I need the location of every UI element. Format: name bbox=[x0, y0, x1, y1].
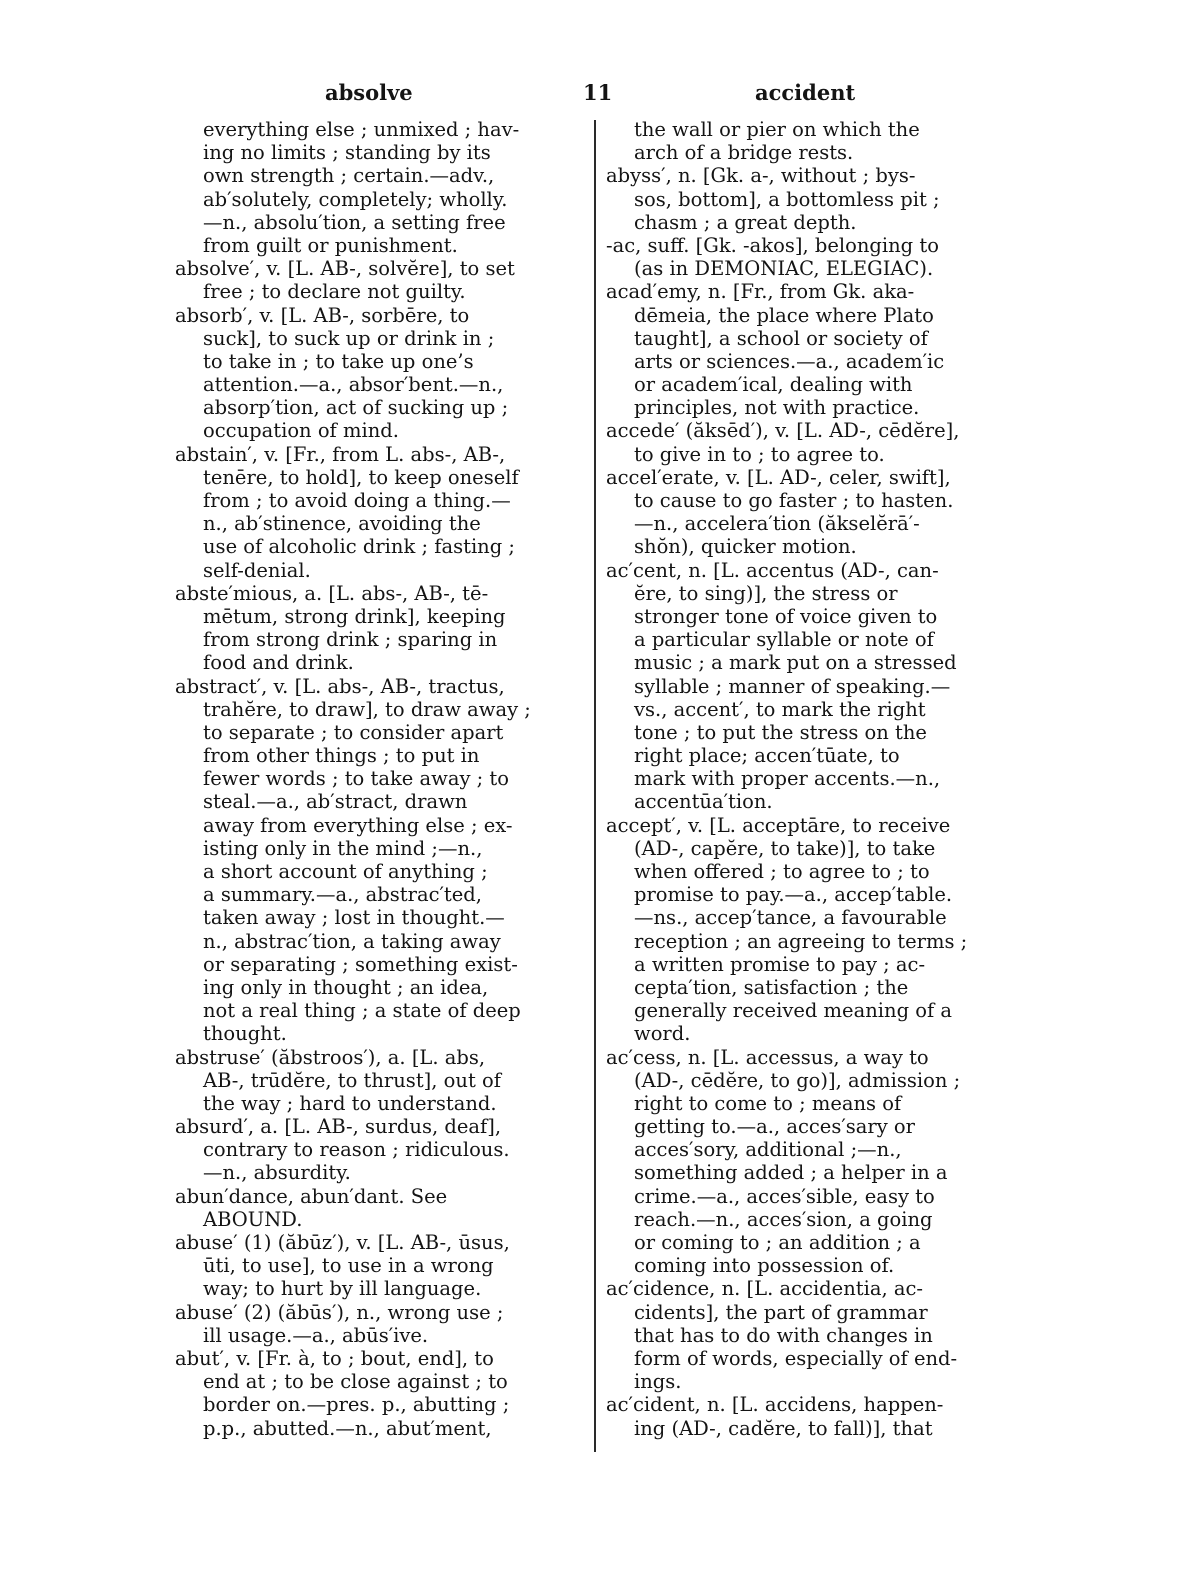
entry-text-line: ĕre, to sing)], the stress or bbox=[634, 581, 898, 605]
entry-text-line: absorp′tion, act of sucking up ; bbox=[203, 396, 509, 420]
column-rule bbox=[594, 120, 596, 1452]
entry-text-line: arch of a bridge rests. bbox=[634, 141, 854, 165]
entry-text-line: a short account of anything ; bbox=[203, 860, 488, 883]
entry-text-line: arts or sciences.—a., academ′ic bbox=[634, 349, 945, 373]
entry-text-line: n., ab′stinence, avoiding the bbox=[203, 512, 481, 536]
entry-head-line: ac′cidence, n. [L. accidentia, ac- bbox=[606, 1277, 923, 1301]
entry-text-line: taught], a school or society of bbox=[634, 326, 928, 350]
entry-text-line: when offered ; to agree to ; to bbox=[634, 860, 930, 883]
entry-text-line: to cause to go faster ; to hasten. bbox=[634, 489, 954, 512]
entry-text-line: fewer words ; to take away ; to bbox=[203, 767, 510, 791]
entry-text-line: food and drink. bbox=[203, 651, 354, 675]
entry-head-line: -ac, suff. [Gk. -akos], belonging to bbox=[606, 233, 939, 257]
entry-head-line: absurd′, a. [L. AB-, surdus, deaf], bbox=[175, 1115, 502, 1139]
entry-text-line: form of words, especially of end- bbox=[634, 1346, 958, 1370]
entry-text-line: mētum, strong drink], keeping bbox=[203, 604, 506, 628]
entry-text-line: ing only in thought ; an idea, bbox=[203, 975, 489, 999]
entry-text-line: —n., absolu′tion, a setting free bbox=[203, 210, 506, 234]
entry-text-line: ūti, to use], to use in a wrong bbox=[203, 1254, 494, 1278]
entry-text-line: everything else ; unmixed ; hav- bbox=[203, 118, 520, 141]
entry-text-line: or coming to ; an addition ; a bbox=[634, 1231, 921, 1254]
entry-text-line: ill usage.—a., abūs′ive. bbox=[203, 1323, 429, 1347]
entry-text-line: own strength ; certain.—adv., bbox=[203, 164, 495, 188]
entry-head-line: ac′cess, n. [L. accessus, a way to bbox=[606, 1045, 929, 1069]
entry-text-line: attention.—a., absor′bent.—n., bbox=[203, 373, 504, 397]
entry-text-line: generally received meaning of a bbox=[634, 999, 953, 1023]
entry-text-line: ing (AD-, cadĕre, to fall)], that bbox=[634, 1416, 933, 1440]
entry-text-line: a written promise to pay ; ac- bbox=[634, 952, 926, 976]
entry-head-line: abstract′, v. [L. abs-, AB-, tractus, bbox=[175, 674, 505, 698]
entry-head-line: ac′cident, n. [L. accidens, happen- bbox=[606, 1393, 944, 1417]
entry-text-line: from strong drink ; sparing in bbox=[203, 628, 498, 652]
entry-text-line: ABOUND. bbox=[203, 1207, 303, 1231]
entry-text-line: or academ′ical, dealing with bbox=[634, 373, 913, 397]
entry-text-line: p.p., abutted.—n., abut′ment, bbox=[203, 1416, 492, 1440]
entry-head-line: abstain′, v. [Fr., from L. abs-, AB-, bbox=[175, 442, 506, 466]
entry-text-line: mark with proper accents.—n., bbox=[634, 767, 941, 791]
entry-text-line: a particular syllable or note of bbox=[634, 628, 934, 652]
entry-text-line: self-denial. bbox=[203, 558, 311, 582]
entry-text-line: (as in DEMONIAC, ELEGIAC). bbox=[634, 257, 934, 281]
entry-text-line: acces′sory, additional ;—n., bbox=[634, 1138, 902, 1162]
entry-text-line: not a real thing ; a state of deep bbox=[203, 999, 521, 1023]
entry-text-line: way; to hurt by ill language. bbox=[203, 1277, 482, 1301]
entry-text-line: (AD-, capĕre, to take)], to take bbox=[634, 836, 936, 860]
entry-head-line: accel′erate, v. [L. AD-, celer, swift], bbox=[606, 465, 951, 489]
entry-text-line: trahĕre, to draw], to draw away ; bbox=[203, 697, 531, 721]
entry-head-line: abyss′, n. [Gk. a-, without ; bys- bbox=[606, 164, 916, 188]
running-head-right: accident bbox=[755, 80, 856, 105]
entry-head-line: abun′dance, abun′dant. See bbox=[175, 1184, 448, 1208]
entry-head-line: abut′, v. [Fr. à, to ; bout, end], to bbox=[175, 1346, 494, 1370]
entry-text-line: tenēre, to hold], to keep oneself bbox=[203, 465, 519, 489]
entry-text-line: reception ; an agreeing to terms ; bbox=[634, 929, 968, 953]
entry-text-line: ing no limits ; standing by its bbox=[203, 141, 491, 165]
entry-text-line: vs., accent′, to mark the right bbox=[634, 697, 926, 721]
entry-text-line: thought. bbox=[203, 1022, 287, 1046]
entry-head-line: accede′ (ăksēd′), v. [L. AD-, cēdĕre], bbox=[606, 419, 960, 443]
entry-text-line: the wall or pier on which the bbox=[634, 118, 920, 141]
entry-head-line: absorb′, v. [L. AB-, sorbēre, to bbox=[175, 303, 470, 327]
right-column bbox=[606, 118, 1018, 1440]
entry-text-line: sos, bottom], a bottomless pit ; bbox=[634, 187, 940, 211]
entry-text-line: cidents], the part of grammar bbox=[634, 1300, 928, 1324]
entry-head-line: abste′mious, a. [L. abs-, AB-, tē- bbox=[175, 581, 489, 605]
entry-text-line: end at ; to be close against ; to bbox=[203, 1370, 508, 1394]
entry-head-line: acad′emy, n. [Fr., from Gk. aka- bbox=[606, 280, 915, 304]
entry-text-line: to take in ; to take up one’s bbox=[203, 349, 474, 373]
entry-text-line: syllable ; manner of speaking.— bbox=[634, 674, 951, 698]
entry-text-line: from other things ; to put in bbox=[203, 744, 480, 768]
entry-text-line: free ; to declare not guilty. bbox=[203, 280, 466, 304]
entry-head-line: absolve′, v. [L. AB-, solvĕre], to set bbox=[175, 257, 515, 281]
entry-text-line: getting to.—a., acces′sary or bbox=[634, 1115, 915, 1139]
entry-text-line: taken away ; lost in thought.— bbox=[203, 906, 505, 930]
entry-text-line: from ; to avoid doing a thing.— bbox=[203, 489, 511, 512]
entry-text-line: cepta′tion, satisfaction ; the bbox=[634, 975, 909, 999]
entry-text-line: from guilt or punishment. bbox=[203, 233, 458, 257]
entry-text-line: chasm ; a great depth. bbox=[634, 210, 857, 234]
entry-text-line: crime.—a., acces′sible, easy to bbox=[634, 1184, 935, 1208]
entry-text-line: stronger tone of voice given to bbox=[634, 604, 938, 628]
entry-text-line: a summary.—a., abstrac′ted, bbox=[203, 883, 482, 907]
entry-text-line: dēmeia, the place where Plato bbox=[634, 303, 934, 327]
entry-text-line: —n., absurdity. bbox=[203, 1161, 351, 1185]
entry-text-line: that has to do with changes in bbox=[634, 1323, 933, 1347]
entry-text-line: AB-, trūdĕre, to thrust], out of bbox=[203, 1068, 501, 1092]
entry-text-line: to separate ; to consider apart bbox=[203, 720, 504, 744]
entry-text-line: principles, not with practice. bbox=[634, 396, 920, 420]
entry-head-line: abstruse′ (ăbstroos′), a. [L. abs, bbox=[175, 1045, 486, 1069]
entry-text-line: reach.—n., acces′sion, a going bbox=[634, 1207, 933, 1231]
entry-text-line: steal.—a., ab′stract, drawn bbox=[203, 790, 468, 814]
entry-text-line: occupation of mind. bbox=[203, 419, 399, 443]
entry-text-line: music ; a mark put on a stressed bbox=[634, 651, 957, 675]
entry-text-line: (AD-, cēdĕre, to go)], admission ; bbox=[634, 1068, 961, 1092]
entry-text-line: use of alcoholic drink ; fasting ; bbox=[203, 535, 515, 559]
entry-text-line: —n., accelera′tion (ăkselĕrā′- bbox=[634, 512, 920, 536]
entry-text-line: tone ; to put the stress on the bbox=[634, 720, 927, 744]
entry-text-line: away from everything else ; ex- bbox=[203, 813, 513, 837]
entry-text-line: n., abstrac′tion, a taking away bbox=[203, 929, 501, 953]
entry-text-line: the way ; hard to understand. bbox=[203, 1091, 497, 1115]
entry-head-line: accept′, v. [L. acceptāre, to receive bbox=[606, 813, 951, 837]
entry-text-line: coming into possession of. bbox=[634, 1254, 895, 1278]
entry-text-line: ab′solutely, completely; wholly. bbox=[203, 187, 508, 211]
running-head-left: absolve bbox=[325, 80, 413, 105]
entry-text-line: isting only in the mind ;—n., bbox=[203, 836, 483, 860]
entry-text-line: to give in to ; to agree to. bbox=[634, 442, 885, 466]
entry-head-line: abuse′ (2) (ăbūs′), n., wrong use ; bbox=[175, 1300, 504, 1324]
entry-text-line: word. bbox=[634, 1022, 691, 1046]
entry-head-line: abuse′ (1) (ăbūz′), v. [L. AB-, ūsus, bbox=[175, 1231, 510, 1254]
left-column bbox=[175, 118, 588, 1440]
entry-head-line: ac′cent, n. [L. accentus (AD-, can- bbox=[606, 558, 939, 582]
entry-text-line: something added ; a helper in a bbox=[634, 1161, 948, 1185]
entry-text-line: —ns., accep′tance, a favourable bbox=[634, 906, 947, 930]
entry-text-line: suck], to suck up or drink in ; bbox=[203, 326, 495, 350]
entry-text-line: contrary to reason ; ridiculous. bbox=[203, 1138, 510, 1162]
entry-text-line: promise to pay.—a., accep′table. bbox=[634, 883, 953, 907]
entry-text-line: right place; accen′tūate, to bbox=[634, 744, 900, 768]
entry-text-line: right to come to ; means of bbox=[634, 1091, 902, 1115]
entry-text-line: shŏn), quicker motion. bbox=[634, 535, 857, 559]
entry-text-line: accentūa′tion. bbox=[634, 790, 773, 814]
entry-text-line: or separating ; something exist- bbox=[203, 952, 518, 976]
entry-text-line: ings. bbox=[634, 1370, 682, 1394]
entry-text-line: border on.—pres. p., abutting ; bbox=[203, 1393, 510, 1417]
page-number: 11 bbox=[583, 80, 613, 105]
